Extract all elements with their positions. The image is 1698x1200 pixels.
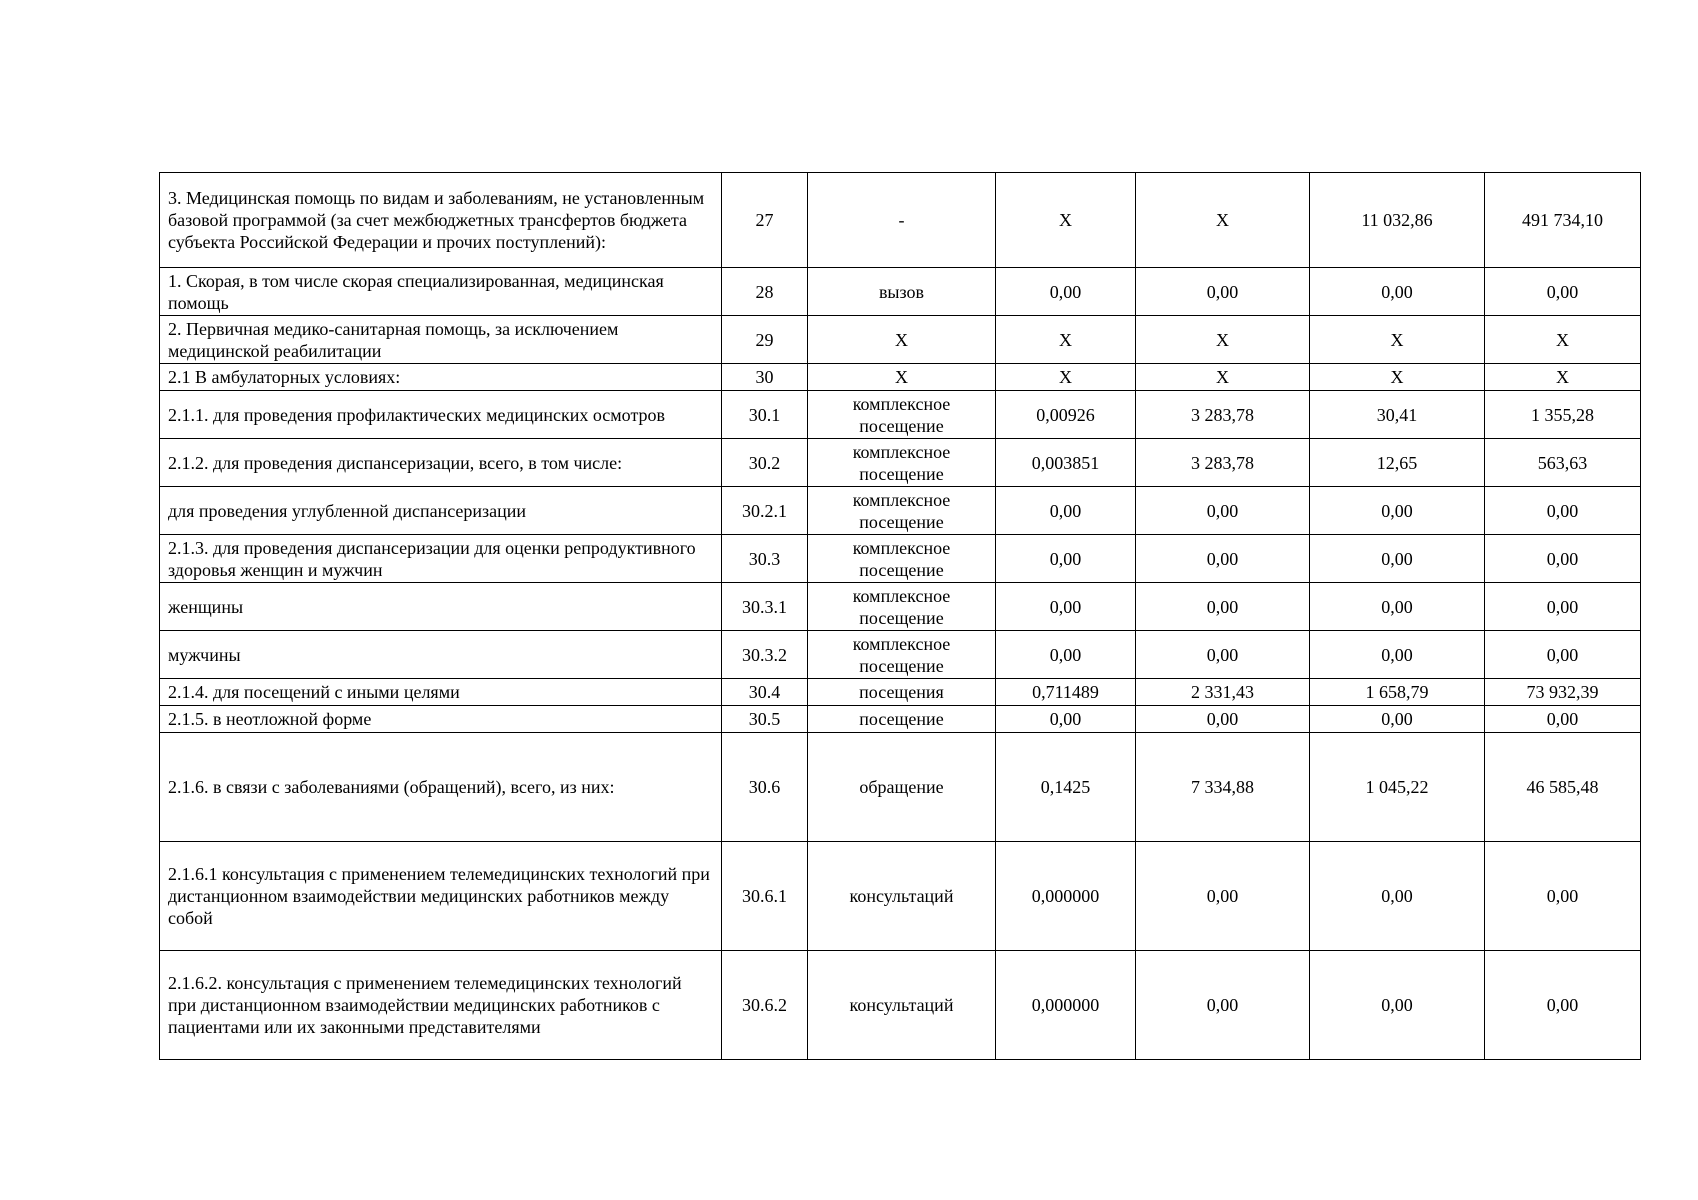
row-value-cell: 0,00 (1310, 535, 1485, 583)
row-code-cell: 30.6 (722, 733, 808, 842)
table-row (160, 842, 1641, 951)
row-unit-cell: комплексное посещение (808, 391, 996, 439)
row-value-cell: 0,00 (1485, 268, 1641, 316)
row-unit-cell: вызов (808, 268, 996, 316)
row-name-cell: для проведения углубленной диспансеризации (160, 487, 722, 535)
row-name-cell: 2.1.2. для проведения диспансеризации, всего, в том числе: (160, 439, 722, 487)
row-value-cell: 0,00 (1136, 706, 1310, 733)
row-code-cell: 30.2 (722, 439, 808, 487)
row-value-cell: 0,000000 (996, 842, 1136, 951)
row-value-cell: 0,00 (1310, 487, 1485, 535)
row-value-cell: 11 032,86 (1310, 173, 1485, 268)
row-value-cell: 46 585,48 (1485, 733, 1641, 842)
row-value-cell: Х (1136, 173, 1310, 268)
table-row (160, 535, 1641, 583)
row-unit-cell: консультаций (808, 842, 996, 951)
row-value-cell: 0,00926 (996, 391, 1136, 439)
row-value-cell: 0,00 (996, 487, 1136, 535)
row-name-cell: 2.1.5. в неотложной форме (160, 706, 722, 733)
row-value-cell: 0,711489 (996, 679, 1136, 706)
row-code-cell: 27 (722, 173, 808, 268)
row-code-cell: 30.6.1 (722, 842, 808, 951)
row-name-cell: 3. Медицинская помощь по видам и заболеваниям, не установленным базовой программой (за счет межбюджетных трансфертов бюджета субъекта Российской Федерации и прочих поступлений): (160, 173, 722, 268)
row-value-cell: 0,00 (1136, 951, 1310, 1060)
row-value-cell: 0,00 (1485, 951, 1641, 1060)
row-value-cell: Х (1136, 316, 1310, 364)
row-unit-cell: обращение (808, 733, 996, 842)
row-value-cell: 0,00 (996, 268, 1136, 316)
table-row (160, 733, 1641, 842)
row-value-cell: Х (996, 364, 1136, 391)
row-code-cell: 30.5 (722, 706, 808, 733)
row-value-cell: 0,00 (1310, 951, 1485, 1060)
row-value-cell: Х (1136, 364, 1310, 391)
row-code-cell: 30.3 (722, 535, 808, 583)
row-name-cell: 2.1.6.1 консультация с применением телемедицинских технологий при дистанционном взаимодействии медицинских работников между собой (160, 842, 722, 951)
row-value-cell: Х (1485, 364, 1641, 391)
row-name-cell: 2.1.1. для проведения профилактических медицинских осмотров (160, 391, 722, 439)
row-unit-cell: консультаций (808, 951, 996, 1060)
row-value-cell: 0,00 (1136, 487, 1310, 535)
table-row (160, 706, 1641, 733)
row-value-cell: 0,00 (1485, 706, 1641, 733)
row-name-cell: женщины (160, 583, 722, 631)
table-row (160, 268, 1641, 316)
row-unit-cell: комплексное посещение (808, 631, 996, 679)
table-row (160, 583, 1641, 631)
row-name-cell: мужчины (160, 631, 722, 679)
row-value-cell: 491 734,10 (1485, 173, 1641, 268)
row-value-cell: 3 283,78 (1136, 439, 1310, 487)
row-value-cell: 1 045,22 (1310, 733, 1485, 842)
table-row (160, 487, 1641, 535)
row-value-cell: Х (1310, 364, 1485, 391)
row-value-cell: 0,00 (996, 631, 1136, 679)
table-row (160, 364, 1641, 391)
row-value-cell: 0,00 (1485, 583, 1641, 631)
row-value-cell: 30,41 (1310, 391, 1485, 439)
row-code-cell: 30.3.1 (722, 583, 808, 631)
row-value-cell: 0,00 (1485, 631, 1641, 679)
row-unit-cell: комплексное посещение (808, 439, 996, 487)
row-value-cell: 1 355,28 (1485, 391, 1641, 439)
table-body (160, 173, 1641, 1060)
row-code-cell: 30.3.2 (722, 631, 808, 679)
row-name-cell: 2.1.6.2. консультация с применением телемедицинских технологий при дистанционном взаимодействии медицинских работников с пациентами или их законными представителями (160, 951, 722, 1060)
row-name-cell: 2.1.6. в связи с заболеваниями (обращений), всего, из них: (160, 733, 722, 842)
row-value-cell: 0,00 (1310, 842, 1485, 951)
row-unit-cell: комплексное посещение (808, 583, 996, 631)
row-value-cell: 0,00 (1485, 535, 1641, 583)
row-unit-cell: посещение (808, 706, 996, 733)
medical-care-table (159, 172, 1641, 1060)
row-code-cell: 30 (722, 364, 808, 391)
row-value-cell: 0,00 (996, 535, 1136, 583)
table-row (160, 391, 1641, 439)
row-value-cell: 0,00 (1310, 706, 1485, 733)
row-value-cell: 0,00 (1310, 631, 1485, 679)
row-value-cell: 0,00 (996, 583, 1136, 631)
table-row (160, 679, 1641, 706)
row-value-cell: 563,63 (1485, 439, 1641, 487)
row-unit-cell: комплексное посещение (808, 487, 996, 535)
row-value-cell: 0,00 (1485, 487, 1641, 535)
row-unit-cell: комплексное посещение (808, 535, 996, 583)
row-value-cell: 0,000000 (996, 951, 1136, 1060)
row-code-cell: 30.6.2 (722, 951, 808, 1060)
row-name-cell: 2.1.3. для проведения диспансеризации для оценки репродуктивного здоровья женщин и мужчин (160, 535, 722, 583)
row-value-cell: Х (996, 173, 1136, 268)
row-value-cell: 0,1425 (996, 733, 1136, 842)
table-row (160, 631, 1641, 679)
row-unit-cell: Х (808, 364, 996, 391)
row-code-cell: 30.1 (722, 391, 808, 439)
row-value-cell: 0,00 (1136, 842, 1310, 951)
row-value-cell: Х (1485, 316, 1641, 364)
row-value-cell: 3 283,78 (1136, 391, 1310, 439)
row-value-cell: 0,00 (1485, 842, 1641, 951)
row-value-cell: 0,00 (1310, 268, 1485, 316)
row-unit-cell: - (808, 173, 996, 268)
table-row (160, 173, 1641, 268)
row-value-cell: 0,00 (996, 706, 1136, 733)
row-value-cell: 73 932,39 (1485, 679, 1641, 706)
row-value-cell: Х (1310, 316, 1485, 364)
row-value-cell: 0,003851 (996, 439, 1136, 487)
table-row (160, 316, 1641, 364)
row-value-cell: 2 331,43 (1136, 679, 1310, 706)
row-value-cell: 7 334,88 (1136, 733, 1310, 842)
row-value-cell: 12,65 (1310, 439, 1485, 487)
row-code-cell: 30.4 (722, 679, 808, 706)
row-value-cell: 0,00 (1136, 583, 1310, 631)
row-name-cell: 2.1 В амбулаторных условиях: (160, 364, 722, 391)
row-code-cell: 29 (722, 316, 808, 364)
row-value-cell: Х (996, 316, 1136, 364)
row-name-cell: 2.1.4. для посещений с иными целями (160, 679, 722, 706)
row-unit-cell: Х (808, 316, 996, 364)
row-code-cell: 28 (722, 268, 808, 316)
row-value-cell: 0,00 (1136, 268, 1310, 316)
row-code-cell: 30.2.1 (722, 487, 808, 535)
table-row (160, 439, 1641, 487)
table-row (160, 951, 1641, 1060)
row-value-cell: 0,00 (1136, 631, 1310, 679)
row-value-cell: 0,00 (1136, 535, 1310, 583)
row-value-cell: 0,00 (1310, 583, 1485, 631)
row-value-cell: 1 658,79 (1310, 679, 1485, 706)
row-name-cell: 2. Первичная медико-санитарная помощь, за исключением медицинской реабилитации (160, 316, 722, 364)
row-unit-cell: посещения (808, 679, 996, 706)
row-name-cell: 1. Скорая, в том числе скорая специализированная, медицинская помощь (160, 268, 722, 316)
